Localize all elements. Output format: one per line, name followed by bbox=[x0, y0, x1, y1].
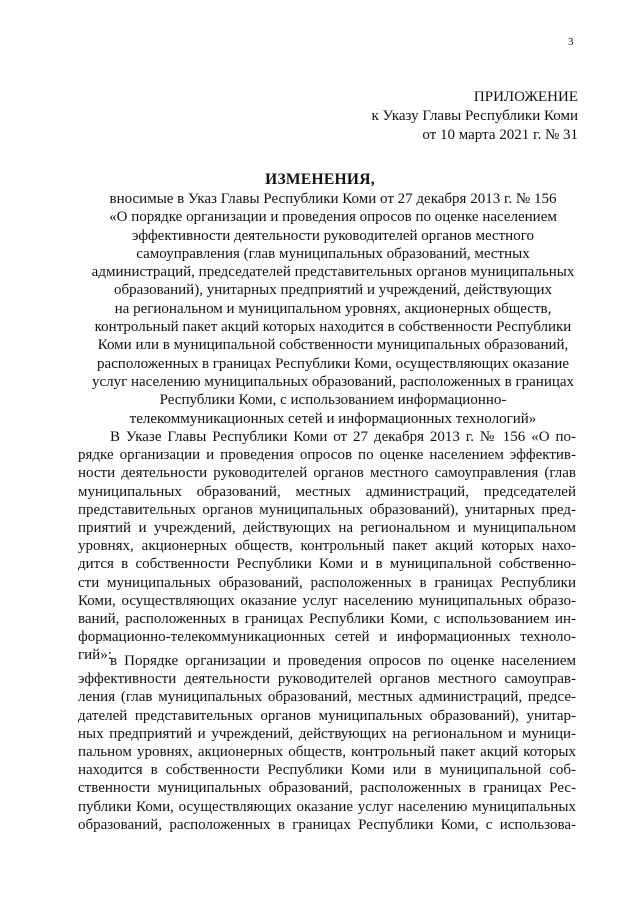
page-number: 3 bbox=[568, 36, 574, 48]
heading-line: эффективности деятельности руководителей органов местного bbox=[131, 227, 534, 244]
paragraph-line: представительных органов муниципальных образований), унитарных пред- bbox=[78, 501, 576, 518]
heading-line: на региональном и муниципальном уровнях, акционерных обществ, bbox=[114, 300, 552, 317]
paragraph-line: пальном уровнях, акционерных обществ, контрольный пакет акций которых bbox=[78, 744, 576, 761]
heading-line: образований), унитарных предприятий и учреждений, действующих bbox=[113, 282, 553, 299]
heading-line: услуг населению муниципальных образований, расположенных в границах bbox=[91, 373, 575, 390]
paragraph-line: публики Коми, осуществляющих оказание услуг населению муниципальных bbox=[78, 798, 576, 815]
paragraph-line: ности деятельности руководителей органов местного самоуправления (глав bbox=[78, 465, 576, 482]
paragraph-line: В Указе Главы Республики Коми от 27 декабря 2013 г. № 156 «О по- bbox=[110, 429, 576, 445]
heading-line: телекоммуникационных сетей и информационных технологий» bbox=[129, 410, 537, 427]
paragraph-line: дателей представительных органов муниципальных образований), унитар- bbox=[78, 707, 576, 724]
heading-line: «О порядке организации и проведения опросов по оценке населением bbox=[109, 209, 557, 226]
heading-line: администраций, председателей представительных органов муниципальных bbox=[91, 264, 575, 281]
paragraph-line: гий»: bbox=[78, 647, 112, 664]
appendix-decree-ref: к Указу Главы Республики Коми bbox=[371, 108, 578, 124]
heading-line: расположенных в границах Республики Коми, осуществляющих оказание bbox=[96, 355, 570, 372]
paragraph-line: рядке организации и проведения опросов по оценке населением эффектив- bbox=[78, 447, 576, 464]
body-paragraph-1 bbox=[78, 428, 576, 665]
paragraph-line: ваний, расположенных в границах Республики Коми, с использованием ин- bbox=[78, 611, 576, 628]
paragraph-line: дится в собственности Республики Коми и в муниципальной собственно- bbox=[78, 556, 576, 573]
paragraph-line: ления (глав муниципальных образований, местных администраций, предсе- bbox=[78, 689, 576, 706]
heading-line: вносимые в Указ Главы Республики Коми от 27 декабря 2013 г. № 156 bbox=[109, 191, 557, 207]
paragraph-line: ственности муниципальных образований, расположенных в границах Рес- bbox=[78, 780, 576, 797]
paragraph-line: сти муниципальных образований, расположенных в границах Республики bbox=[78, 574, 576, 591]
appendix-decree-date: от 10 марта 2021 г. № 31 bbox=[422, 127, 578, 143]
appendix-block bbox=[371, 88, 578, 145]
document-title: ИЗМЕНЕНИЯ, bbox=[265, 171, 375, 188]
paragraph-line: в Порядке организации и проведения опросов по оценке населением bbox=[110, 653, 576, 669]
heading-line: самоуправления (глав муниципальных образований, местных bbox=[136, 245, 530, 262]
paragraph-line: образований, расположенных в границах Республики Коми, с использова- bbox=[78, 816, 576, 833]
paragraph-line: ных предприятий и учреждений, действующих на региональном и муници- bbox=[78, 725, 576, 742]
appendix-title: ПРИЛОЖЕНИЕ bbox=[473, 89, 578, 105]
paragraph-line: находится в собственности Республики Коми или в муниципальной соб- bbox=[78, 762, 576, 779]
paragraph-line: уровнях, акционерных обществ, контрольный пакет акций которых нахо- bbox=[78, 538, 576, 555]
body-paragraph-2 bbox=[78, 652, 576, 834]
paragraph-line: эффективности деятельности руководителей органов местного самоуправ- bbox=[78, 671, 576, 688]
document-heading bbox=[84, 190, 582, 428]
paragraph-line: муниципальных образований, местных администраций, председателей bbox=[78, 483, 576, 500]
heading-line: Республики Коми, с использованием информационно- bbox=[159, 392, 507, 409]
heading-line: контрольный пакет акций которых находится в собственности Республики bbox=[94, 319, 572, 336]
paragraph-line: Коми, осуществляющих оказание услуг населению муниципальных образо- bbox=[78, 592, 576, 609]
heading-line: Коми или в муниципальной собственности муниципальных образований, bbox=[97, 337, 569, 354]
paragraph-line: приятий и учреждений, действующих на региональном и муниципальном bbox=[78, 520, 576, 537]
paragraph-line: формационно-телекоммуникационных сетей и информационных техноло- bbox=[78, 629, 576, 646]
